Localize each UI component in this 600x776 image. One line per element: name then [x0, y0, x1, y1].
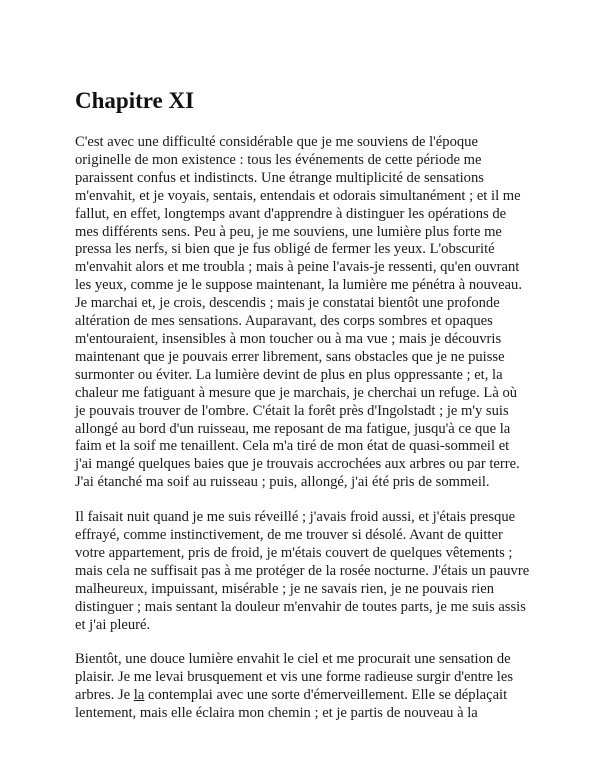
paragraph-3	[75, 651, 530, 723]
paragraph-3-text-after: contemplai avec une sorte d'émerveillement. Elle se déplaçait lentement, mais elle éclaira mon chemin ; et je partis de nouveau à la	[75, 687, 508, 722]
paragraph-1: C'est avec une difficulté considérable que je me souviens de l'époque originelle de mon existence : tous les événements de cette période me paraissent confus et indistincts. Une étrange multiplicité de sensations m'envahit, et je voyais, sentais, entendais et odorais simultanément ; et il me fallut, en effet, longtemps avant d'apprendre à distinguer les opérations de mes différents sens. Peu à peu, je me souviens, une lumière plus forte me pressa les nerfs, si bien que je fus obligé de fermer les yeux. L'obscurité m'envahit alors et me troubla ; mais à peine l'avais-je ressenti, qu'en ouvrant les yeux, comme je le suppose maintenant, la lumière me pénétra à nouveau. Je marchai et, je crois, descendis ; mais je constatai bientôt une profonde altération de mes sensations. Auparavant, des corps sombres et opaques m'entouraient, insensibles à mon toucher ou à ma vue ; mais je découvris maintenant que je pouvais errer librement, sans obstacles que je ne puisse surmonter ou éviter. La lumière devint de plus en plus oppressante ; et, la chaleur me fatiguant à mesure que je marchais, je cherchai un refuge. Là où je pouvais trouver de l'ombre. C'était la forêt près d'Ingolstadt ; je m'y suis allongé au bord d'un ruisseau, me reposant de ma fatigue, jusqu'à ce que la faim et la soif me tenaillent. Cela m'a tiré de mon état de quasi-sommeil et j'ai mangé quelques baies que je trouvais accrochées aux arbres ou par terre. J'ai étanché ma soif au ruisseau ; puis, allongé, j'ai été pris de sommeil.	[75, 134, 522, 491]
underlined-word: la	[133, 687, 145, 704]
chapter-title: Chapitre XI	[75, 88, 195, 113]
document-page	[75, 86, 530, 740]
paragraph-2: Il faisait nuit quand je me suis réveillé ; j'avais froid aussi, et j'étais presque effrayé, comme instinctivement, de me trouver si désolé. Avant de quitter votre appartement, pris de froid, je m'étais couvert de quelques vêtements ; mais cela ne suffisait pas à me protéger de la rosée nocturne. J'étais un pauvre malheureux, impuissant, misérable ; je ne savais rien, je ne pouvais rien distinguer ; mais sentant la douleur m'envahir de toutes parts, je me suis assis et j'ai pleuré.	[75, 509, 530, 633]
paragraph-3-text-before: Bientôt, une douce lumière envahit le ciel et me procurait une sensation de plaisir. Je me levai brusquement et vis une forme radieuse surgir d'entre les arbres. Je	[75, 651, 514, 704]
